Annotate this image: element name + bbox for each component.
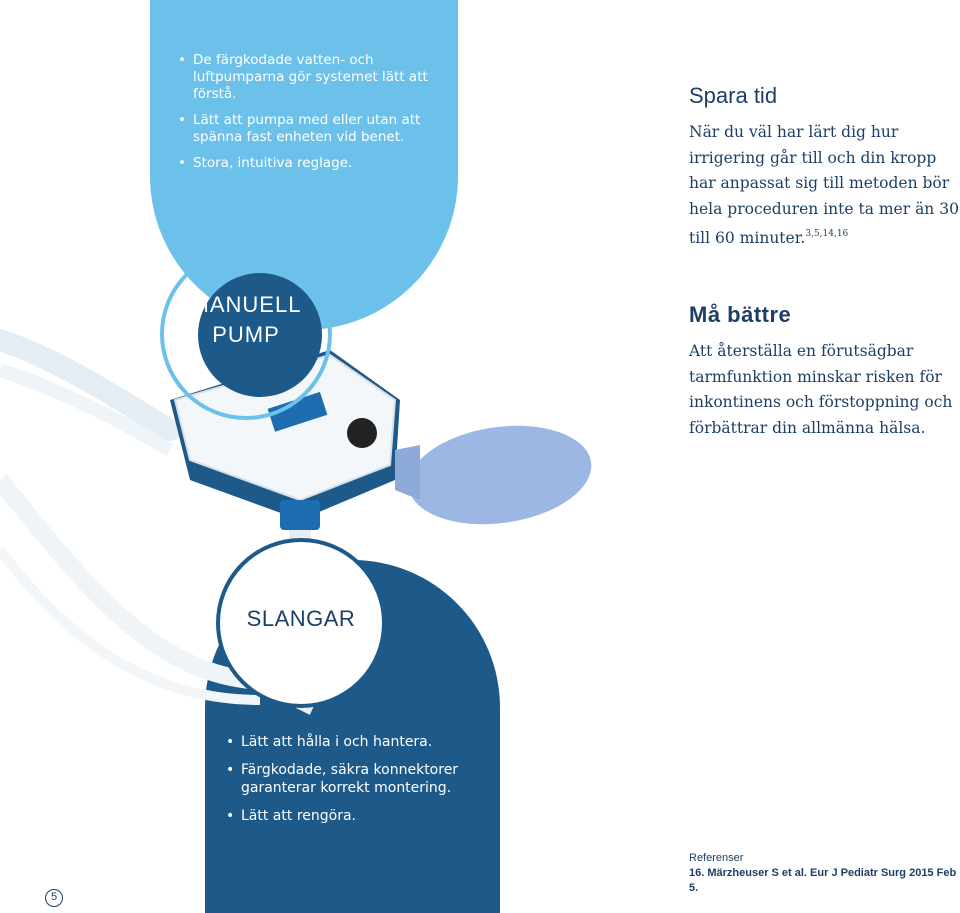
- black-button: [347, 418, 377, 448]
- section-heading-save-time: Spara tid: [689, 83, 778, 108]
- list-item: • Stora, intuitiva reglage.: [178, 155, 438, 172]
- references-title: Referenser: [689, 852, 744, 864]
- bulb-neck: [395, 445, 420, 500]
- section-body-save-time: [689, 120, 959, 252]
- connector: [280, 500, 320, 530]
- manual-pump-label-circle: [160, 248, 332, 420]
- list-item: • Lätt att pumpa med eller utan att spänna fast enheten vid benet.: [178, 112, 438, 146]
- list-item: • De färgkodade vatten- och luftpumparna gör systemet lätt att förstå.: [178, 52, 438, 103]
- references: [689, 851, 960, 896]
- hoses-label: SLANGAR: [246, 606, 356, 631]
- squeeze-bulb: [402, 415, 598, 536]
- list-item: • Lätt att hålla i och hantera.: [226, 733, 496, 751]
- body-text: När du väl har lärt dig hur irrigering går till och din kropp har anpassat sig till metoden bör hela proceduren inte ta mer än 30 till 60 minuter.: [689, 123, 959, 247]
- list-item: • Färgkodade, säkra konnektorer garanterar korrekt montering.: [226, 761, 496, 797]
- reference-item: 16. Märzheuser S et al. Eur J Pediatr Surg 2015 Feb 5.: [689, 867, 957, 894]
- page-number: 5: [45, 889, 63, 907]
- hoses-label-circle: [216, 538, 386, 708]
- tube: [0, 480, 250, 680]
- hose-features-list: [226, 733, 496, 835]
- manual-pump-label-line1: MANUELL: [190, 292, 302, 317]
- section-body-feel-better: Att återställa en förutsägbar tarmfunktion minskar risken för inkontinens och förstoppning och förbättrar din allmänna hälsa.: [689, 342, 953, 437]
- section-heading-feel-better: Må bättre: [689, 302, 792, 327]
- citation: 3,5,14,16: [805, 229, 849, 239]
- pump-features-list: [178, 52, 438, 181]
- list-item: • Lätt att rengöra.: [226, 807, 496, 825]
- manual-pump-label-line2: PUMP: [212, 322, 280, 347]
